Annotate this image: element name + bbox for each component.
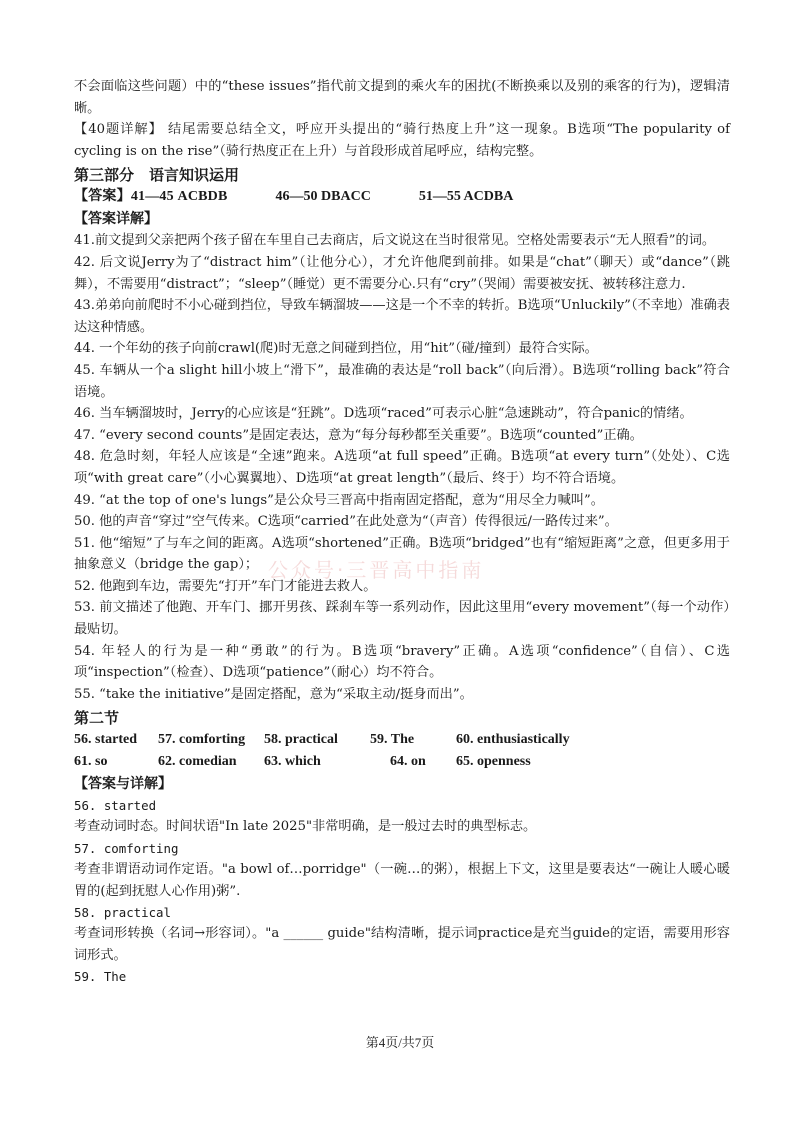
explanation-item: 42. 后文说Jerry为了“distract him”（让他分心），才允许他爬到前排。如果是“chat”（聊天）或“dance”（跳舞），不需要用“distract”；“sleep”（睡觉）更不需要分心.只有“cry”（哭闹）需要被安抚、被转移注意力. — [74, 254, 730, 292]
detail-text: 考查动词时态。时间状语"In late 2025"非常明确，是一般过去时的典型标志。 — [74, 819, 537, 835]
explanation-item: 49. “at the top of one's lungs”是公众号三晋高中指南固定搭配，意为“用尽全力喊叫”。 — [74, 492, 604, 508]
answer-58: 58. practical — [264, 732, 338, 748]
q40-explanation: 【40题详解】 结尾需要总结全文，呼应开头提出的“骑行热度上升”这一现象。B选项“The popularity of cycling is on the rise”（骑行热度正在上升）与首段形成首尾呼应，结构完整。 — [74, 122, 730, 159]
answers-group-1: 41—45 ACBDB — [130, 189, 228, 205]
explanation-item: 43.弟弟向前爬时不小心碰到挡位，导致车辆溜坡——这是一个不幸的转折。B选项“Unluckily”（不幸地）准确表达这种情感。 — [74, 298, 730, 335]
explanation-item: 45. 车辆从一个a slight hill小坡上“滑下”，最准确的表达是“roll back”（向后滑）。B选项“rolling back”符合语境。 — [74, 362, 730, 400]
answers-group-3: 51—55 ACDBA — [418, 189, 514, 205]
explanation-item: 52. 他跑到车边，需要先“打开”车门才能进去救人。 — [74, 578, 377, 594]
detail-number: 59. The — [74, 969, 127, 985]
detail-number: 58. practical — [74, 905, 171, 921]
explanation-item: 46. 当车辆溜坡时，Jerry的心应该是“狂跳”。D选项“raced”可表示心脏“急速跳动”，符合panic的情绪。 — [74, 406, 693, 422]
answer-64: 64. on — [390, 754, 426, 770]
explanation-item: 55. “take the initiative”是固定搭配，意为“采取主动/挺身而出”。 — [74, 686, 473, 702]
answer-59: 59. The — [370, 732, 415, 748]
detail-text: 考查非谓语动词作定语。"a bowl of…porridge"（一碗…的粥），根据上下文，这里是要表达“一碗让人暖心暖胃的(起到抚慰人心作用)粥”. — [74, 862, 730, 899]
explanation-item: 51. 他“缩短”了与车之间的距离。A选项“shortened”正确。B选项“bridged”也有“缩短距离”之意，但更多用于抽象意义（bridge the gap）； — [74, 535, 730, 573]
detail-text: 考查词形转换（名词→形容词）。"a ______ guide"结构清晰，提示词practice是充当guide的定语，需要用形容词形式。 — [74, 926, 730, 963]
section2-detail-label: 【答案与详解】 — [74, 776, 172, 793]
answer-63: 63. which — [264, 754, 321, 770]
page-footer: 第4页/共7页 — [365, 1035, 435, 1050]
detail-number: 57. comforting — [74, 841, 179, 857]
section2-answers-row-1 — [74, 729, 730, 751]
detail-number: 56. started — [74, 798, 157, 814]
part3-answers — [74, 186, 730, 208]
answer-56: 56. started — [74, 732, 137, 748]
intro-paragraph: 不会面临这些问题）中的“these issues”指代前文提到的乘火车的困扰(不断换乘以及别的乘客的行为)，逻辑清晰。 — [74, 79, 730, 116]
section2-title: 第二节 — [74, 709, 120, 728]
part3-detail-label: 【答案详解】 — [74, 211, 158, 228]
explanation-item: 41.前文提到父亲把两个孩子留在车里自己去商店，后文说这在当时很常见。空格处需要表示“无人照看”的词。 — [74, 233, 716, 249]
answers-group-2: 46—50 DBACC — [275, 189, 371, 205]
watermark: 公众号·三晋高中指南 — [268, 558, 485, 582]
answers-label: 【答案】 — [74, 189, 131, 205]
section2-answers-row-2 — [74, 751, 730, 773]
explanation-item: 44. 一个年幼的孩子向前crawl(爬)时无意之间碰到挡位，用“hit”（碰/撞到）最符合实际。 — [74, 341, 598, 357]
answer-57: 57. comforting — [158, 732, 246, 748]
explanation-item: 50. 他的声音“穿过”空气传来。C选项“carried”在此处意为“（声音）传得很远/一路传过来”。 — [74, 514, 618, 530]
answer-62: 62. comedian — [158, 754, 237, 770]
answer-65: 65. openness — [456, 754, 531, 770]
part3-title: 第三部分 语言知识运用 — [74, 166, 240, 185]
explanation-item: 47. “every second counts”是固定表达，意为“每分每秒都至关重要”。B选项“counted”正确。 — [74, 427, 643, 443]
explanation-item: 48. 危急时刻，年轻人应该是“全速”跑来。A选项“at full speed”正确。B选项“at every turn”（处处）、C选项“with great care”（小心翼翼地）、D选项“at great length”（最后、终于）均不符合语境。 — [74, 449, 730, 486]
answer-61: 61. so — [74, 754, 108, 770]
explanation-item: 53. 前文描述了他跑、开车门、挪开男孩、踩刹车等一系列动作，因此这里用“every movement”（每一个动作）最贴切。 — [74, 600, 730, 638]
explanation-item: 54. 年轻人的行为是一种“勇敢”的行为。B选项“bravery”正确。A选项“confidence”（自信）、C选项“inspection”（检查）、D选项“patience”（耐心）均不符合。 — [74, 643, 730, 681]
answer-60: 60. enthusiastically — [456, 732, 570, 748]
